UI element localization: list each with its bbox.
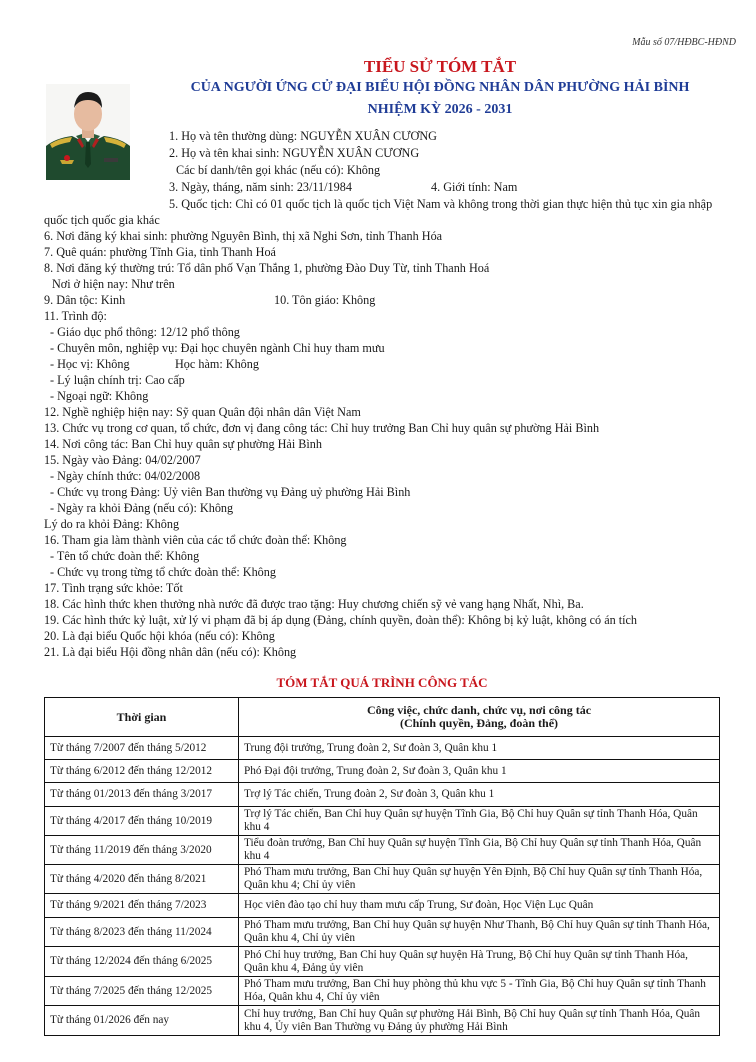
work-history-table <box>44 697 720 1036</box>
info-discipline: 19. Các hình thức kỷ luật, xử lý vi phạm đã bị áp dụng (Đảng, chính quyền, đoàn thể): Không bị kỷ luật, không có án tích <box>44 613 638 627</box>
table-row <box>45 760 720 783</box>
title-main: TIỂU SỬ TÓM TẮT <box>363 57 517 76</box>
table-row <box>45 737 720 760</box>
cell-job: Chỉ huy trưởng, Ban Chỉ huy Quân sự phường Hải Bình, Bộ Chỉ huy Quân sự tỉnh Thanh Hóa, Quân khu 4, Ủy viên Ban Thường vụ Đảng ủy phường Hải Bình <box>239 1006 720 1036</box>
table-row <box>45 783 720 807</box>
info-hometown: 7. Quê quán: phường Tĩnh Gia, tỉnh Thanh Hoá <box>44 245 276 259</box>
title-term: NHIỆM KỲ 2026 - 2031 <box>367 102 513 117</box>
info-position: 13. Chức vụ trong cơ quan, tổ chức, đơn vị đang công tác: Chỉ huy trưởng Ban Chỉ huy quân sự phường Hải Bình <box>44 421 600 435</box>
info-nationality: 5. Quốc tịch: Chỉ có 01 quốc tịch là quốc tịch Việt Nam và không trong thời gian thực hiện thủ tục xin gia nhập <box>169 197 713 211</box>
cell-job: Phó Đại đội trưởng, Trung đoàn 2, Sư đoàn 3, Quân khu 1 <box>239 760 720 783</box>
info-union-position: - Chức vụ trong từng tổ chức đoàn thể: Không <box>50 565 276 579</box>
cell-time: Từ tháng 9/2021 đến tháng 7/2023 <box>45 894 239 918</box>
info-political-theory: - Lý luận chính trị: Cao cấp <box>50 373 185 387</box>
info-degree: - Học vị: Không <box>50 357 130 371</box>
info-national-assembly: 20. Là đại biểu Quốc hội khóa (nếu có): Không <box>44 629 275 643</box>
cell-time: Từ tháng 01/2013 đến tháng 3/2017 <box>45 783 239 807</box>
cell-time: Từ tháng 7/2025 đến tháng 12/2025 <box>45 977 239 1006</box>
table-row <box>45 977 720 1006</box>
info-birth-registration: 6. Nơi đăng ký khai sinh: phường Nguyên Bình, thị xã Nghi Sơn, tỉnh Thanh Hóa <box>44 229 443 243</box>
info-birth-name: 2. Họ và tên khai sinh: NGUYỄN XUÂN CƯƠNG <box>169 146 420 160</box>
header-time: Thời gian <box>45 698 239 737</box>
info-health: 17. Tình trạng sức khỏe: Tốt <box>44 581 183 595</box>
cell-job: Trợ lý Tác chiến, Trung đoàn 2, Sư đoàn 3, Quân khu 1 <box>239 783 720 807</box>
info-religion: 10. Tôn giáo: Không <box>274 293 376 307</box>
info-academic-title: Học hàm: Không <box>175 357 259 371</box>
cell-job: Phó Tham mưu trưởng, Ban Chỉ huy Quân sự huyện Yên Định, Bộ Chỉ huy Quân sự tỉnh Thanh Hóa, Quân khu 4; Chỉ ủy viên <box>239 865 720 894</box>
cell-job: Trung đội trưởng, Trung đoàn 2, Sư đoàn 3, Quân khu 1 <box>239 737 720 760</box>
table-row <box>45 947 720 977</box>
info-party-leave-date: - Ngày ra khỏi Đảng (nếu có): Không <box>50 501 234 515</box>
info-nationality-cont: quốc tịch quốc gia khác <box>44 213 160 227</box>
cell-time: Từ tháng 4/2020 đến tháng 8/2021 <box>45 865 239 894</box>
info-aliases: Các bí danh/tên gọi khác (nếu có): Không <box>176 163 381 177</box>
info-permanent-residence: 8. Nơi đăng ký thường trú: Tổ dân phố Vạn Thắng 1, phường Đào Duy Từ, tỉnh Thanh Hoá <box>44 261 490 275</box>
info-specialization: - Chuyên môn, nghiệp vụ: Đại học chuyên ngành Chỉ huy tham mưu <box>50 341 385 355</box>
cell-job: Tiểu đoàn trưởng, Ban Chỉ huy Quân sự huyện Tĩnh Gia, Bộ Chỉ huy Quân sự tỉnh Thanh Hóa, Quân khu 4 <box>239 836 720 865</box>
table-row <box>45 894 720 918</box>
info-occupation: 12. Nghề nghiệp hiện nay: Sỹ quan Quân đội nhân dân Việt Nam <box>44 405 361 419</box>
info-ethnicity: 9. Dân tộc: Kinh <box>44 293 126 307</box>
work-history-title: TÓM TẮT QUÁ TRÌNH CÔNG TÁC <box>276 675 488 690</box>
table-row <box>45 1006 720 1036</box>
table-row <box>45 865 720 894</box>
info-union-name: - Tên tổ chức đoàn thể: Không <box>50 549 200 563</box>
cell-job: Phó Chỉ huy trưởng, Ban Chỉ huy Quân sự huyện Hà Trung, Bộ Chỉ huy Quân sự tỉnh Thanh Hóa, Quân khu 4, Đảng ủy viên <box>239 947 720 977</box>
table-row <box>45 807 720 836</box>
info-foreign-language: - Ngoại ngữ: Không <box>50 389 149 403</box>
header-job-line2: (Chính quyền, Đảng, đoàn thể) <box>399 716 559 730</box>
cell-time: Từ tháng 6/2012 đến tháng 12/2012 <box>45 760 239 783</box>
info-peoples-council: 21. Là đại biểu Hội đồng nhân dân (nếu có): Không <box>44 645 297 659</box>
info-common-name: 1. Họ và tên thường dùng: NGUYỄN XUÂN CƯƠNG <box>169 129 437 143</box>
cell-time: Từ tháng 4/2017 đến tháng 10/2019 <box>45 807 239 836</box>
info-union-membership: 16. Tham gia làm thành viên của các tổ chức đoàn thể: Không <box>44 533 347 547</box>
cell-time: Từ tháng 01/2026 đến nay <box>45 1006 239 1036</box>
info-party-position: - Chức vụ trong Đảng: Uỷ viên Ban thường vụ Đảng uỷ phường Hải Bình <box>50 485 411 499</box>
info-gender: 4. Giới tính: Nam <box>431 180 518 194</box>
info-party-join-date: 15. Ngày vào Đảng: 04/02/2007 <box>44 453 201 467</box>
info-birth-date: 3. Ngày, tháng, năm sinh: 23/11/1984 <box>169 180 352 194</box>
info-workplace: 14. Nơi công tác: Ban Chỉ huy quân sự phường Hải Bình <box>44 437 322 451</box>
header-job <box>239 698 720 737</box>
table-row <box>45 918 720 947</box>
cell-time: Từ tháng 7/2007 đến tháng 5/2012 <box>45 737 239 760</box>
info-party-official-date: - Ngày chính thức: 04/02/2008 <box>50 469 201 483</box>
cell-time: Từ tháng 8/2023 đến tháng 11/2024 <box>45 918 239 947</box>
title-subtitle: CỦA NGƯỜI ỨNG CỬ ĐẠI BIỂU HỘI ĐỒNG NHÂN DÂN PHƯỜNG HẢI BÌNH <box>190 80 690 95</box>
info-awards: 18. Các hình thức khen thưởng nhà nước đã được trao tặng: Huy chương chiến sỹ vẻ vang hạng Nhất, Nhì, Ba. <box>44 597 584 611</box>
form-number: Mẫu số 07/HĐBC-HĐND <box>632 37 736 48</box>
cell-time: Từ tháng 12/2024 đến tháng 6/2025 <box>45 947 239 977</box>
cell-job: Học viên đào tạo chỉ huy tham mưu cấp Trung, Sư đoàn, Học Viện Lục Quân <box>239 894 720 918</box>
candidate-portrait <box>46 84 130 180</box>
table-header-row <box>45 698 720 737</box>
info-party-leave-reason: Lý do ra khỏi Đảng: Không <box>44 517 180 531</box>
info-current-residence: Nơi ở hiện nay: Như trên <box>52 277 175 291</box>
cell-job: Phó Tham mưu trưởng, Ban Chỉ huy phòng thủ khu vực 5 - Tĩnh Gia, Bộ Chỉ huy Quân sự tỉnh Thanh Hóa, Quân khu 4, Chỉ ủy viên <box>239 977 720 1006</box>
info-general-education: - Giáo dục phổ thông: 12/12 phổ thông <box>50 325 240 339</box>
table-row <box>45 836 720 865</box>
cell-job: Phó Tham mưu trưởng, Ban Chỉ huy Quân sự huyện Như Thanh, Bộ Chỉ huy Quân sự tỉnh Thanh Hóa, Quân khu 4, Chỉ ủy viên <box>239 918 720 947</box>
cell-time: Từ tháng 11/2019 đến tháng 3/2020 <box>45 836 239 865</box>
cell-job: Trợ lý Tác chiến, Ban Chỉ huy Quân sự huyện Tĩnh Gia, Bộ Chỉ huy Quân sự tỉnh Thanh Hóa, Quân khu 4 <box>239 807 720 836</box>
info-education-heading: 11. Trình độ: <box>44 309 107 323</box>
header-job-line1: Công việc, chức danh, chức vụ, nơi công tác <box>366 703 592 717</box>
